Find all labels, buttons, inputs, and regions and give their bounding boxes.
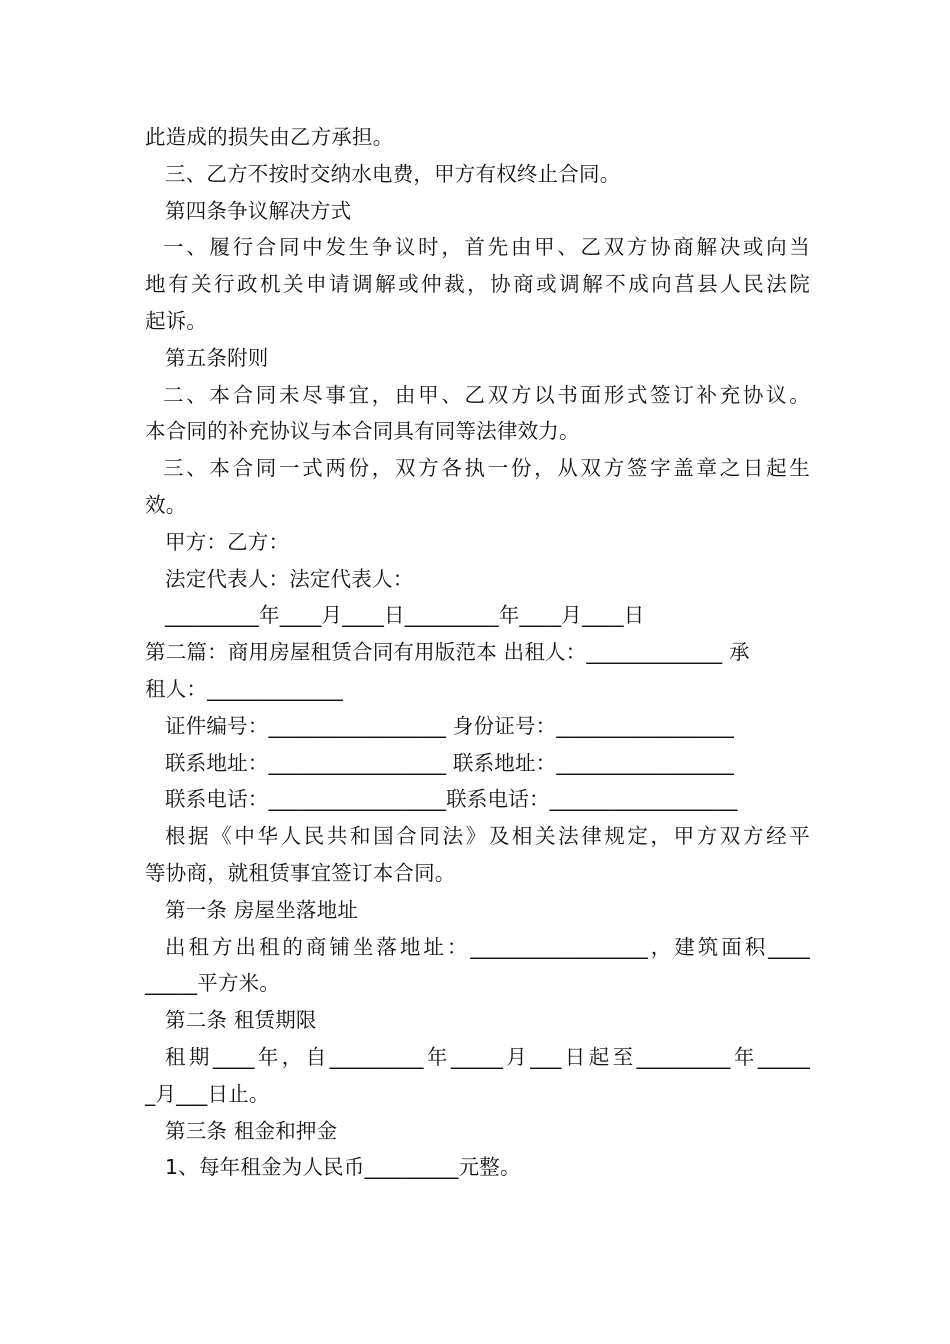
paragraph-line: _月___日止。 (145, 1081, 270, 1106)
paragraph-line: 出租方出租的商铺坐落地址：_________________，建筑面积____ (165, 934, 810, 959)
address-line: 联系地址：_________________ 联系地址：_________________ (165, 750, 735, 775)
paragraph-line: 效。 (145, 492, 187, 517)
second-contract-title-line: 第二篇：商用房屋租赁合同有用版范本 出租人：_____________ 承 (145, 640, 750, 665)
signature-date-line: _________年____月____日_________年____月____日 (165, 603, 645, 628)
paragraph-line: 起诉。 (145, 308, 208, 333)
section-heading: 第二条 租赁期限 (165, 1008, 317, 1033)
paragraph-line: 此造成的损失由乙方承担。 (145, 125, 394, 149)
paragraph-line: 租期____年，自_________年_____月___日起至_________年_____ (165, 1044, 810, 1069)
paragraph-line: 三、本合同一式两份，双方各执一份，从双方签字盖章之日起生 (163, 456, 810, 481)
section-heading: 第一条 房屋坐落地址 (165, 897, 359, 922)
paragraph-line: 等协商，就租赁事宜签订本合同。 (145, 860, 456, 885)
lessee-line: 租人：_____________ (145, 676, 343, 701)
paragraph-line: 1、每年租金为人民币_________元整。 (165, 1155, 521, 1180)
legal-representative-line: 法定代表人：法定代表人： (165, 566, 414, 591)
paragraph-line: 一、履行合同中发生争议时，首先由甲、乙双方协商解决或向当 (163, 235, 810, 260)
paragraph-line: 地有关行政机关申请调解或仲裁，协商或调解不成向莒县人民法院 (145, 272, 810, 297)
id-number-line: 证件编号：_________________ 身份证号：_________________ (165, 713, 735, 738)
signature-parties-line: 甲方：乙方： (165, 529, 290, 554)
section-heading: 第四条争议解决方式 (165, 198, 352, 223)
paragraph-line: 本合同的补充协议与本合同具有同等法律效力。 (145, 419, 580, 444)
paragraph-line: _____平方米。 (145, 971, 281, 996)
phone-line: 联系电话：_________________联系电话：__________________ (165, 787, 738, 812)
section-heading: 第三条 租金和押金 (165, 1118, 338, 1143)
paragraph-line: 根据《中华人民共和国合同法》及相关法律规定，甲方双方经平 (165, 824, 810, 849)
section-heading: 第五条附则 (165, 345, 269, 370)
paragraph-line: 三、乙方不按时交纳水电费，甲方有权终止合同。 (165, 161, 621, 186)
document-body (145, 119, 810, 1186)
paragraph-line: 二、本合同未尽事宜，由甲、乙双方以书面形式签订补充协议。 (163, 382, 810, 407)
